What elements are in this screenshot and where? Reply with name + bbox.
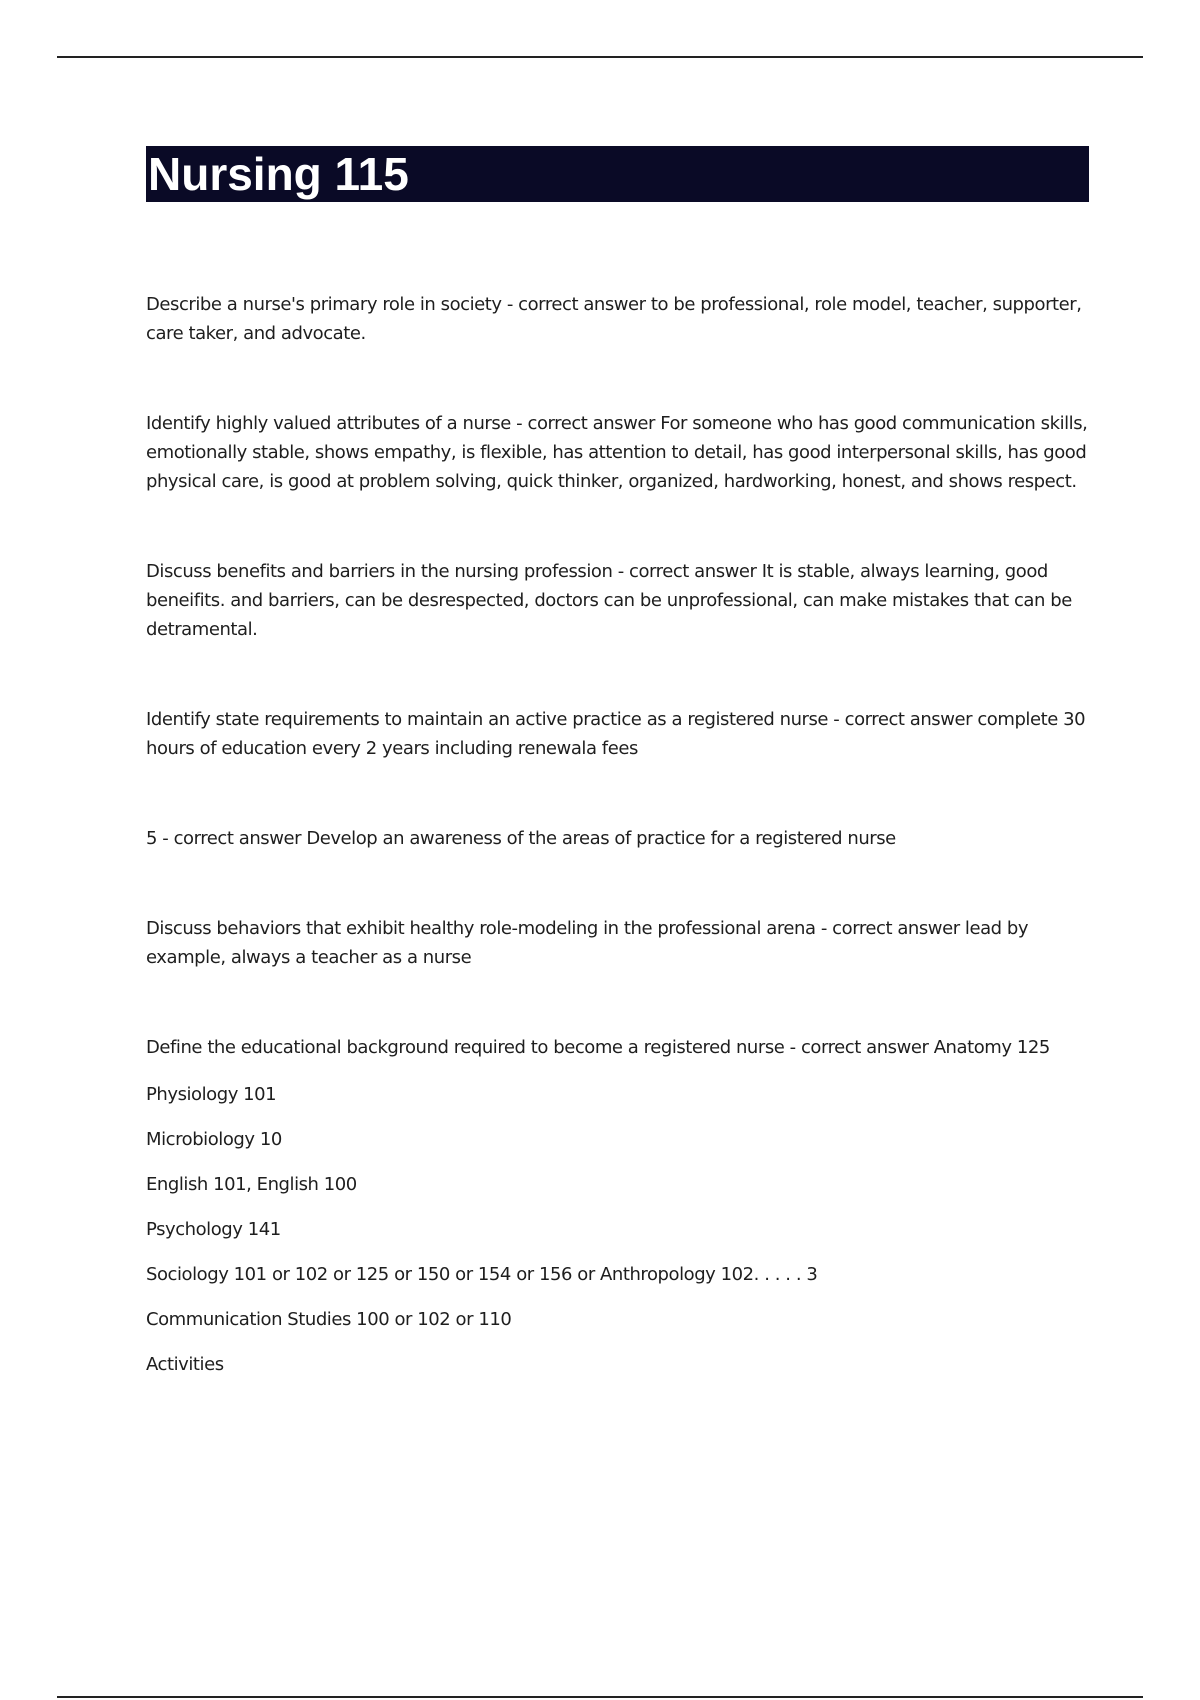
course-list-item: Communication Studies 100 or 102 or 110 — [146, 1309, 512, 1330]
course-list-item: Psychology 141 — [146, 1219, 281, 1240]
qa-text: Discuss behaviors that exhibit healthy role-modeling in the professional arena - correct answer lead by example, always a teacher as a nurse — [146, 918, 1029, 968]
title-banner — [146, 146, 1089, 202]
qa-entry — [146, 824, 1096, 853]
course-list-item: Activities — [146, 1354, 224, 1375]
qa-text: Identify highly valued attributes of a nurse - correct answer For someone who has good communication skills, emotionally stable, shows empathy, is flexible, has attention to detail, has good interpersonal skills, has good physical care, is good at problem solving, quick thinker, organized, hardworking, honest, and shows respect. — [146, 413, 1088, 492]
course-list-item: Sociology 101 or 102 or 125 or 150 or 154 or 156 or Anthropology 102. . . . . 3 — [146, 1264, 818, 1285]
qa-text: Discuss benefits and barriers in the nursing profession - correct answer It is stable, always learning, good beneifits. and barriers, can be desrespected, doctors can be unprofessional, can make mistakes that can be detramental. — [146, 561, 1072, 640]
qa-entry — [146, 557, 1096, 644]
qa-text: Describe a nurse's primary role in society - correct answer to be professional, role model, teacher, supporter, care taker, and advocate. — [146, 294, 1082, 344]
header-rule — [57, 56, 1143, 58]
qa-entry — [146, 1033, 1096, 1379]
document-title: Nursing 115 — [148, 148, 409, 200]
qa-text: 5 - correct answer Develop an awareness of the areas of practice for a registered nurse — [146, 828, 896, 849]
qa-text: Define the educational background required to become a registered nurse - correct answer Anatomy 125 — [146, 1037, 1050, 1058]
qa-text: Identify state requirements to maintain an active practice as a registered nurse - correct answer complete 30 hours of education every 2 years including renewala fees — [146, 709, 1086, 759]
qa-entry — [146, 409, 1096, 496]
course-list-item: Microbiology 10 — [146, 1129, 282, 1150]
qa-entry — [146, 914, 1096, 972]
qa-entry — [146, 290, 1096, 348]
footer-rule — [57, 1696, 1143, 1698]
course-list-item: Physiology 101 — [146, 1084, 277, 1105]
qa-entry — [146, 705, 1096, 763]
document-body — [146, 290, 1096, 1395]
course-list-item: English 101, English 100 — [146, 1174, 357, 1195]
